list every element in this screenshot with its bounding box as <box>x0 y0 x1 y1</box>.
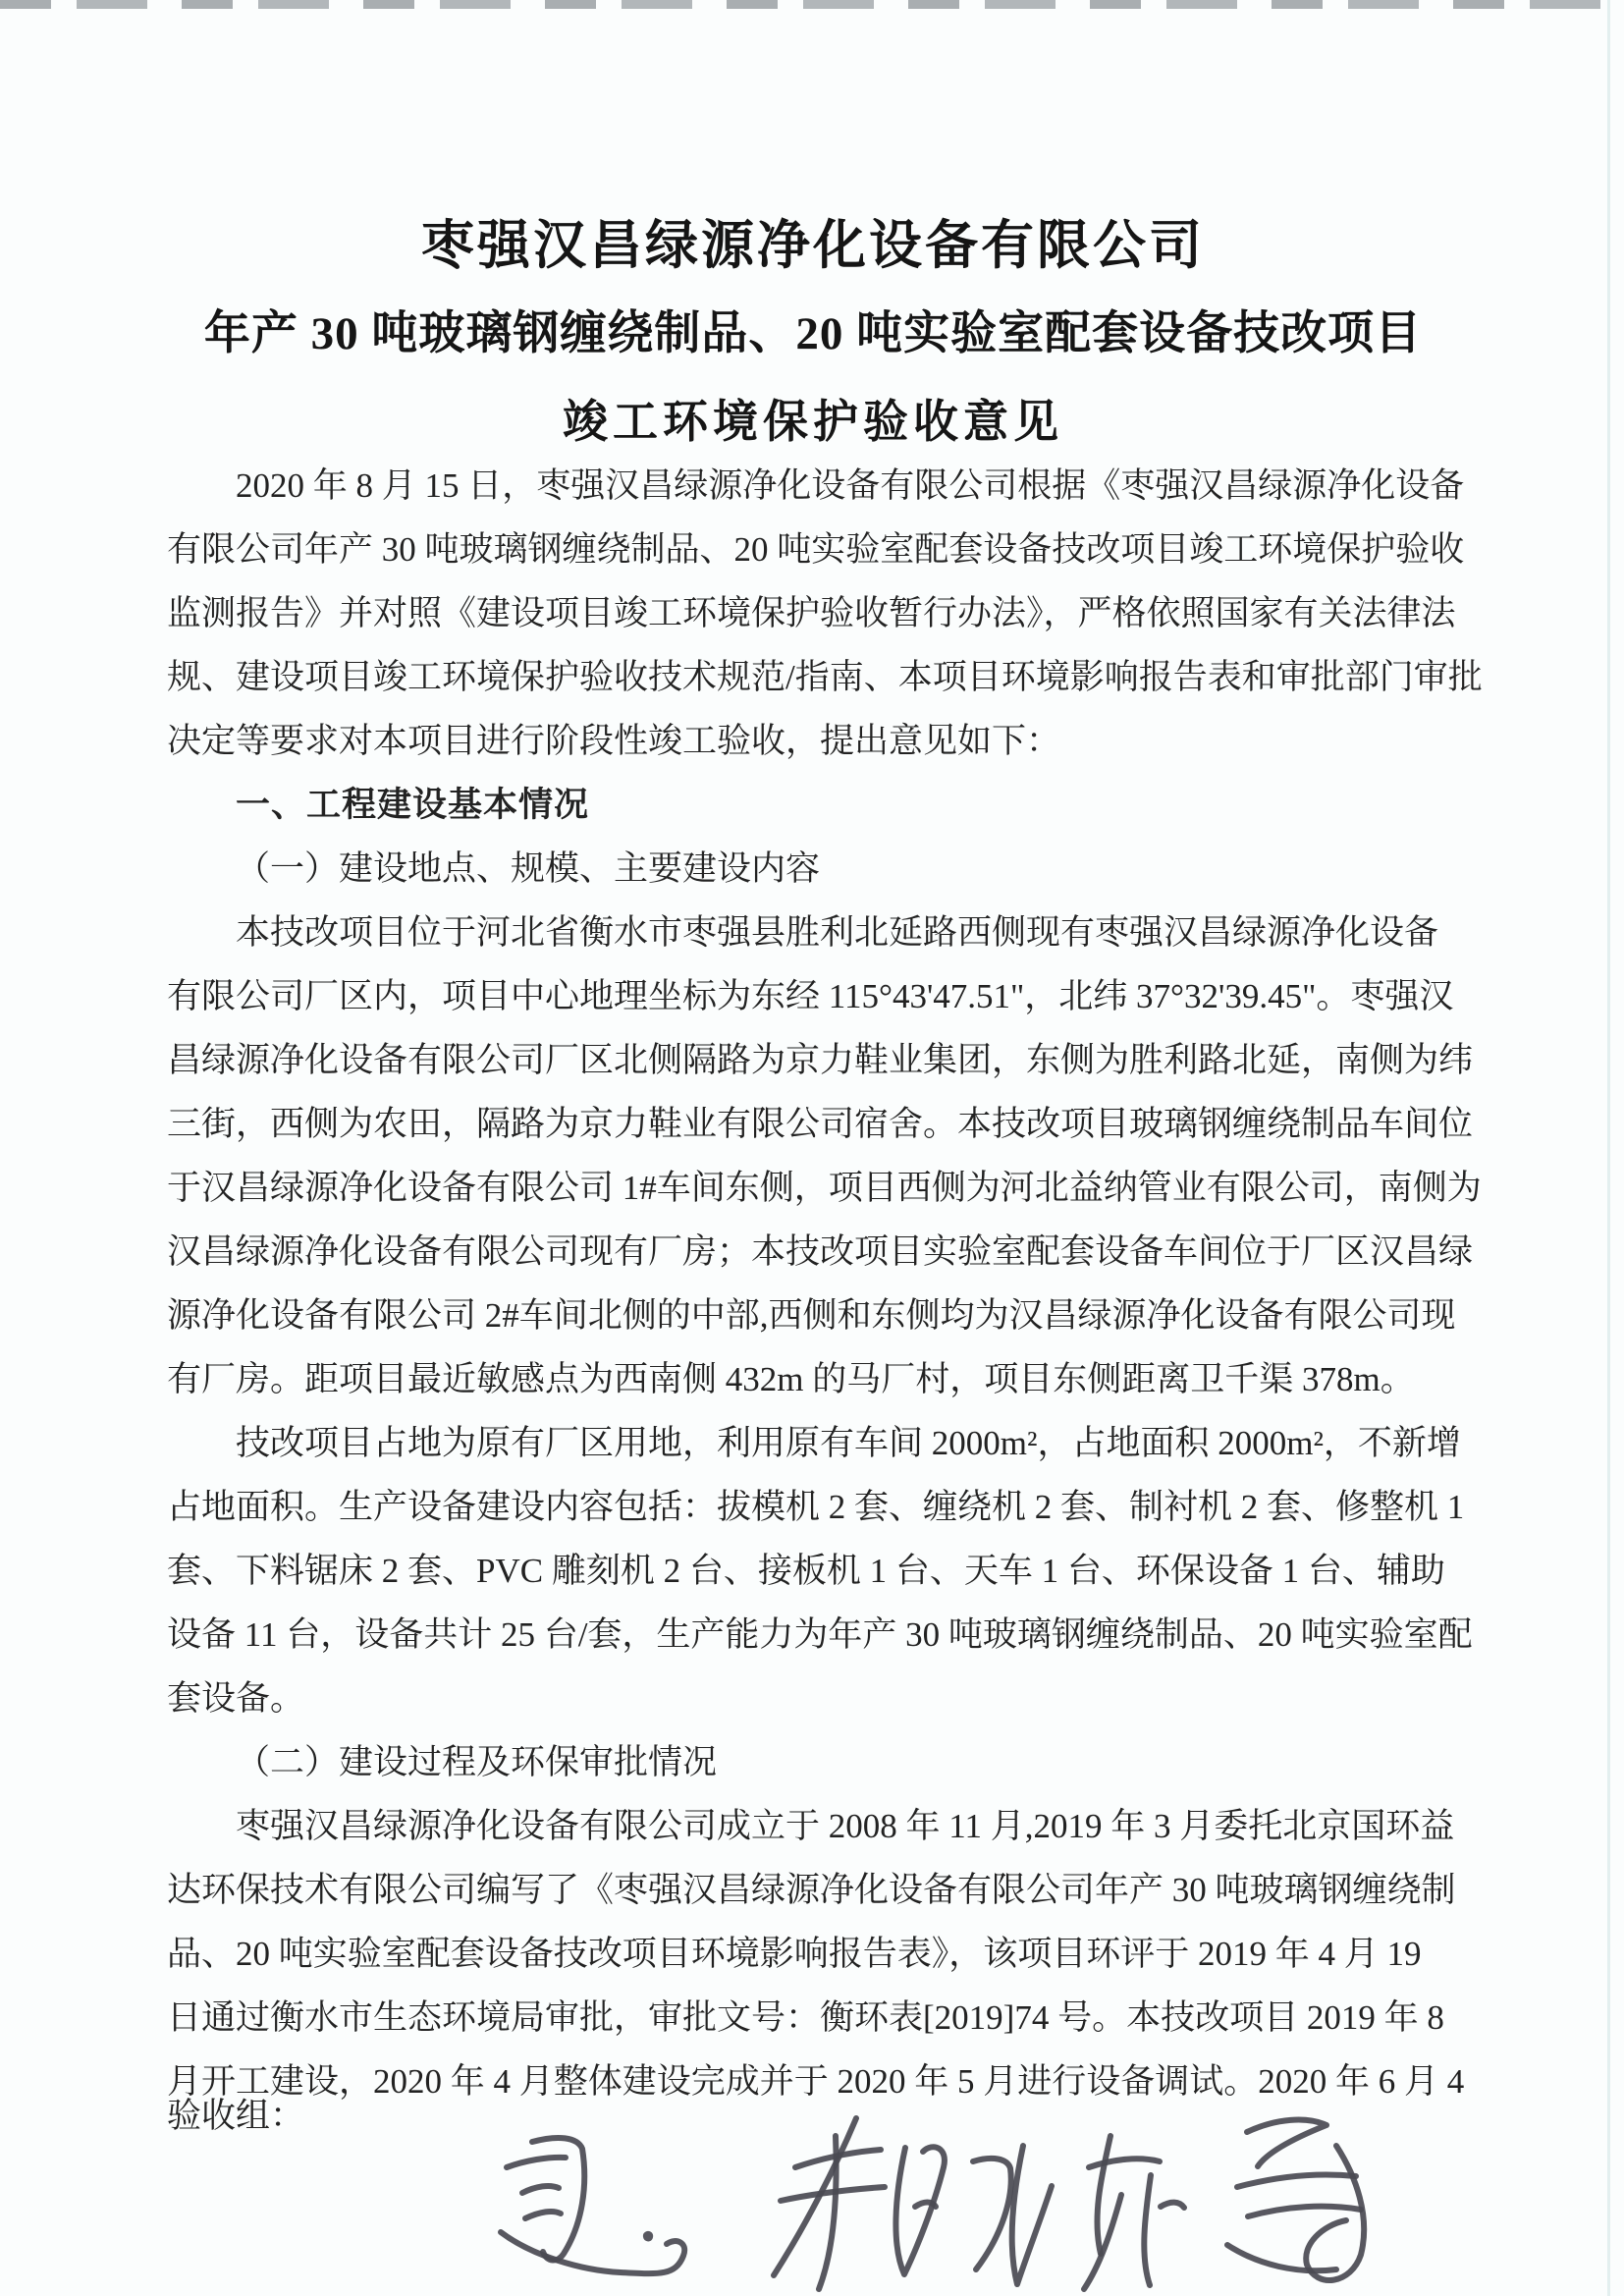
body-line: 套、下料锯床 2 套、PVC 雕刻机 2 台、接板机 1 台、天车 1 台、环保设备 1 台、辅助 <box>167 1552 1445 1590</box>
handwritten-signatures <box>471 2106 1443 2296</box>
document-title-project: 年产 30 吨玻璃钢缠绕制品、20 吨实验室配套设备技改项目 <box>203 308 1423 359</box>
document-body <box>167 454 1483 2113</box>
signature-3-icon <box>1084 2136 1184 2289</box>
body-line: 有限公司年产 30 吨玻璃钢缠绕制品、20 吨实验室配套设备技改项目竣工环境保护验收 <box>167 530 1465 569</box>
body-line: 2020 年 8 月 15 日，枣强汉昌绿源净化设备有限公司根据《枣强汉昌绿源净化设备 <box>236 466 1465 505</box>
section-heading-1: 一、工程建设基本情况 <box>236 786 590 824</box>
document-title-company: 枣强汉昌绿源净化设备有限公司 <box>421 216 1205 275</box>
body-line: 昌绿源净化设备有限公司厂区北侧隔路为京力鞋业集团，东侧为胜利路北延，南侧为纬 <box>167 1041 1474 1079</box>
body-line: 源净化设备有限公司 2#车间北侧的中部,西侧和东侧均为汉昌绿源净化设备有限公司现 <box>167 1296 1456 1335</box>
scan-artifact-right-edge <box>1607 0 1610 2296</box>
body-line: 达环保技术有限公司编写了《枣强汉昌绿源净化设备有限公司年产 30 吨玻璃钢缠绕制 <box>167 1871 1456 1909</box>
body-line: 三街，西侧为农田，隔路为京力鞋业有限公司宿舍。本技改项目玻璃钢缠绕制品车间位 <box>167 1105 1474 1143</box>
body-line: 品、20 吨实验室配套设备技改项目环境影响报告表》，该项目环评于 2019 年 4 月 19 <box>167 1935 1422 1973</box>
body-line: 月开工建设，2020 年 4 月整体建设完成并于 2020 年 5 月进行设备调试。2020 年 6 月 4 <box>167 2062 1465 2101</box>
body-line: 于汉昌绿源净化设备有限公司 1#车间东侧，项目西侧为河北益纳管业有限公司，南侧为 <box>167 1169 1482 1207</box>
body-line: 日通过衡水市生态环境局审批，审批文号：衡环表[2019]74 号。本技改项目 2019 年 8 <box>167 1998 1444 2037</box>
acceptance-group-label: 验收组： <box>167 2097 305 2135</box>
signature-4-icon <box>1227 2120 1364 2280</box>
subsection-heading-1: （一）建设地点、规模、主要建设内容 <box>236 849 821 888</box>
body-line: 占地面积。生产设备建设内容包括：拔模机 2 套、缠绕机 2 套、制衬机 2 套、修整机 1 <box>167 1488 1465 1526</box>
body-line: 技改项目占地为原有厂区用地，利用原有车间 2000m²，占地面积 2000m²，不新增 <box>236 1424 1461 1462</box>
title-block <box>163 201 1463 466</box>
subsection-heading-2: （二）建设过程及环保审批情况 <box>236 1743 718 1781</box>
body-line: 套设备。 <box>167 1679 305 1718</box>
signature-1-icon <box>501 2138 684 2273</box>
body-line: 汉昌绿源净化设备有限公司现有厂房；本技改项目实验室配套设备车间位于厂区汉昌绿 <box>167 1232 1474 1271</box>
body-line: 设备 11 台，设备共计 25 台/套，生产能力为年产 30 吨玻璃钢缠绕制品、20 吨实验室配 <box>167 1615 1473 1654</box>
body-line: 本技改项目位于河北省衡水市枣强县胜利北延路西侧现有枣强汉昌绿源净化设备 <box>236 913 1439 952</box>
body-line: 决定等要求对本项目进行阶段性竣工验收，提出意见如下： <box>167 722 1061 760</box>
scan-artifact-top-edge <box>0 0 1624 9</box>
document-title-doc-type: 竣工环境保护验收意见 <box>563 397 1063 447</box>
body-line: 有厂房。距项目最近敏感点为西南侧 432m 的马厂村，项目东侧距离卫千渠 378m。 <box>167 1360 1415 1398</box>
body-line: 规、建设项目竣工环境保护验收技术规范/指南、本项目环境影响报告表和审批部门审批 <box>167 658 1483 696</box>
body-line: 有限公司厂区内，项目中心地理坐标为东经 115°43'47.51"，北纬 37°32'39.45"。枣强汉 <box>167 977 1454 1015</box>
body-line: 枣强汉昌绿源净化设备有限公司成立于 2008 年 11 月,2019 年 3 月委托北京国环益 <box>236 1807 1455 1845</box>
body-line: 监测报告》并对照《建设项目竣工环境保护验收暂行办法》，严格依照国家有关法律法 <box>167 594 1456 632</box>
signature-2-icon <box>774 2118 1052 2289</box>
